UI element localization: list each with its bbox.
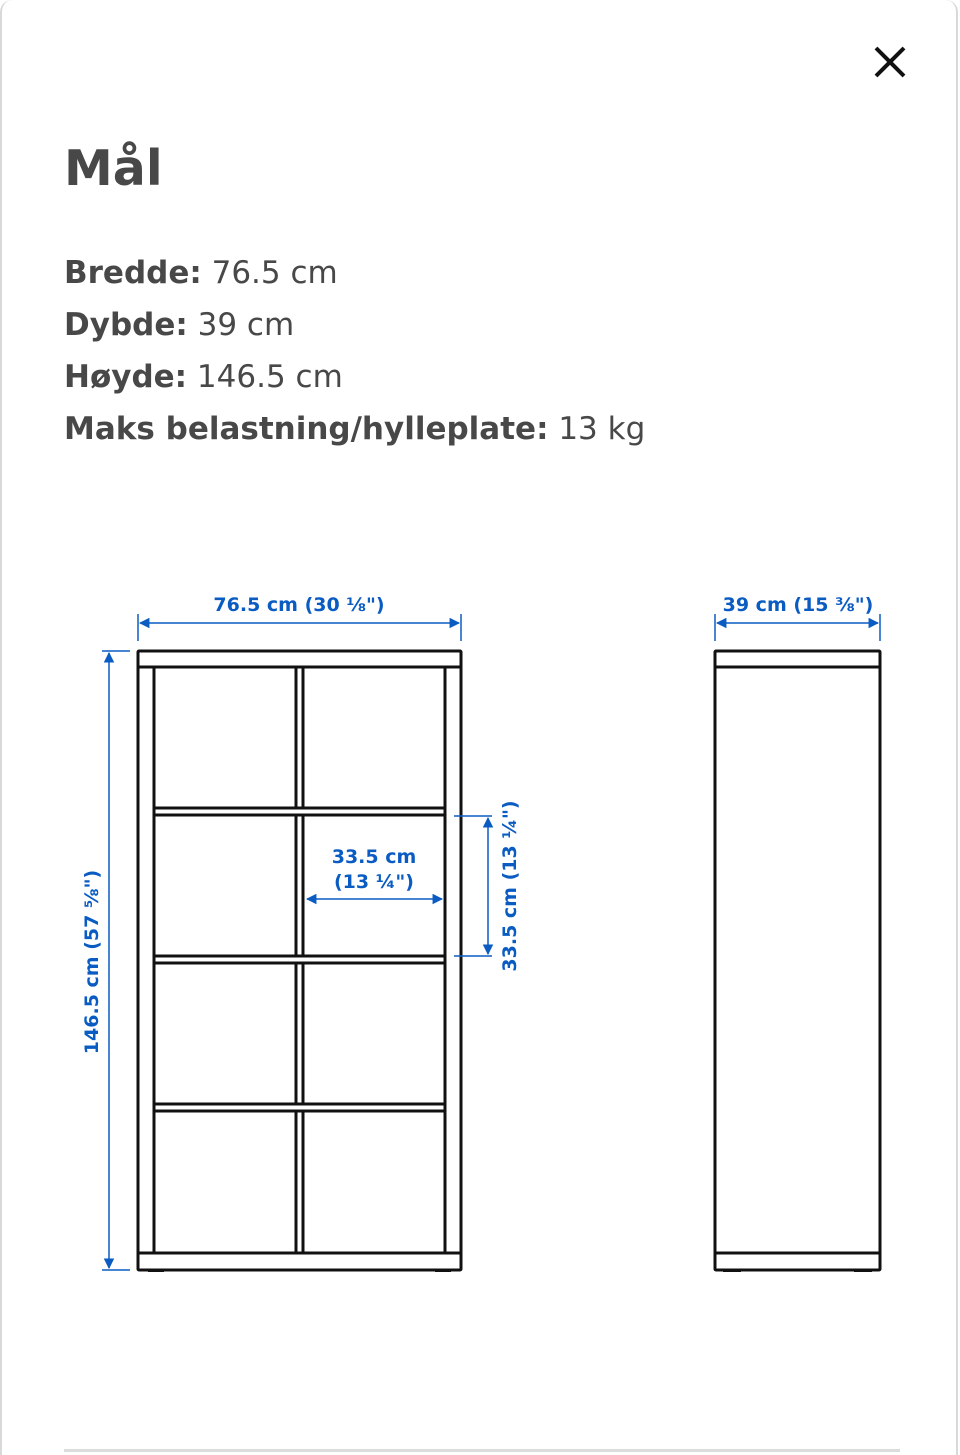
width-dimension bbox=[138, 594, 461, 641]
close-icon bbox=[873, 45, 907, 79]
inner-height-label: 33.5 cm (13 ¼") bbox=[499, 800, 521, 972]
spec-depth bbox=[64, 302, 645, 354]
depth-dimension bbox=[715, 594, 880, 641]
spec-width bbox=[64, 250, 645, 302]
height-label: 146.5 cm (57 ⅝") bbox=[81, 869, 103, 1055]
spec-label: Dybde: bbox=[64, 307, 188, 343]
side-view-shelf bbox=[715, 651, 880, 1272]
height-dimension bbox=[81, 651, 130, 1270]
section-divider bbox=[64, 1449, 900, 1452]
spec-label: Bredde: bbox=[64, 255, 202, 291]
inner-width-label-line1: 33.5 cm bbox=[331, 846, 417, 868]
spec-label: Maks belastning/hylleplate: bbox=[64, 411, 549, 447]
close-button[interactable] bbox=[868, 40, 912, 84]
spec-value: 76.5 cm bbox=[211, 255, 338, 291]
spec-max-load bbox=[64, 406, 645, 458]
depth-label: 39 cm (15 ⅜") bbox=[722, 594, 874, 616]
spec-value: 39 cm bbox=[197, 307, 295, 343]
front-view-shelf bbox=[138, 651, 461, 1272]
inner-width-label-line2: (13 ¼") bbox=[334, 871, 414, 893]
spec-value: 146.5 cm bbox=[196, 359, 343, 395]
spec-label: Høyde: bbox=[64, 359, 188, 395]
width-label: 76.5 cm (30 ⅛") bbox=[213, 594, 385, 616]
inner-width-dimension bbox=[307, 846, 442, 899]
spec-list bbox=[64, 250, 645, 458]
spec-height bbox=[64, 354, 645, 406]
spec-value: 13 kg bbox=[558, 411, 646, 447]
dimension-diagram bbox=[2, 560, 960, 1320]
inner-height-dimension bbox=[454, 800, 521, 971]
modal-title: Mål bbox=[64, 140, 163, 197]
